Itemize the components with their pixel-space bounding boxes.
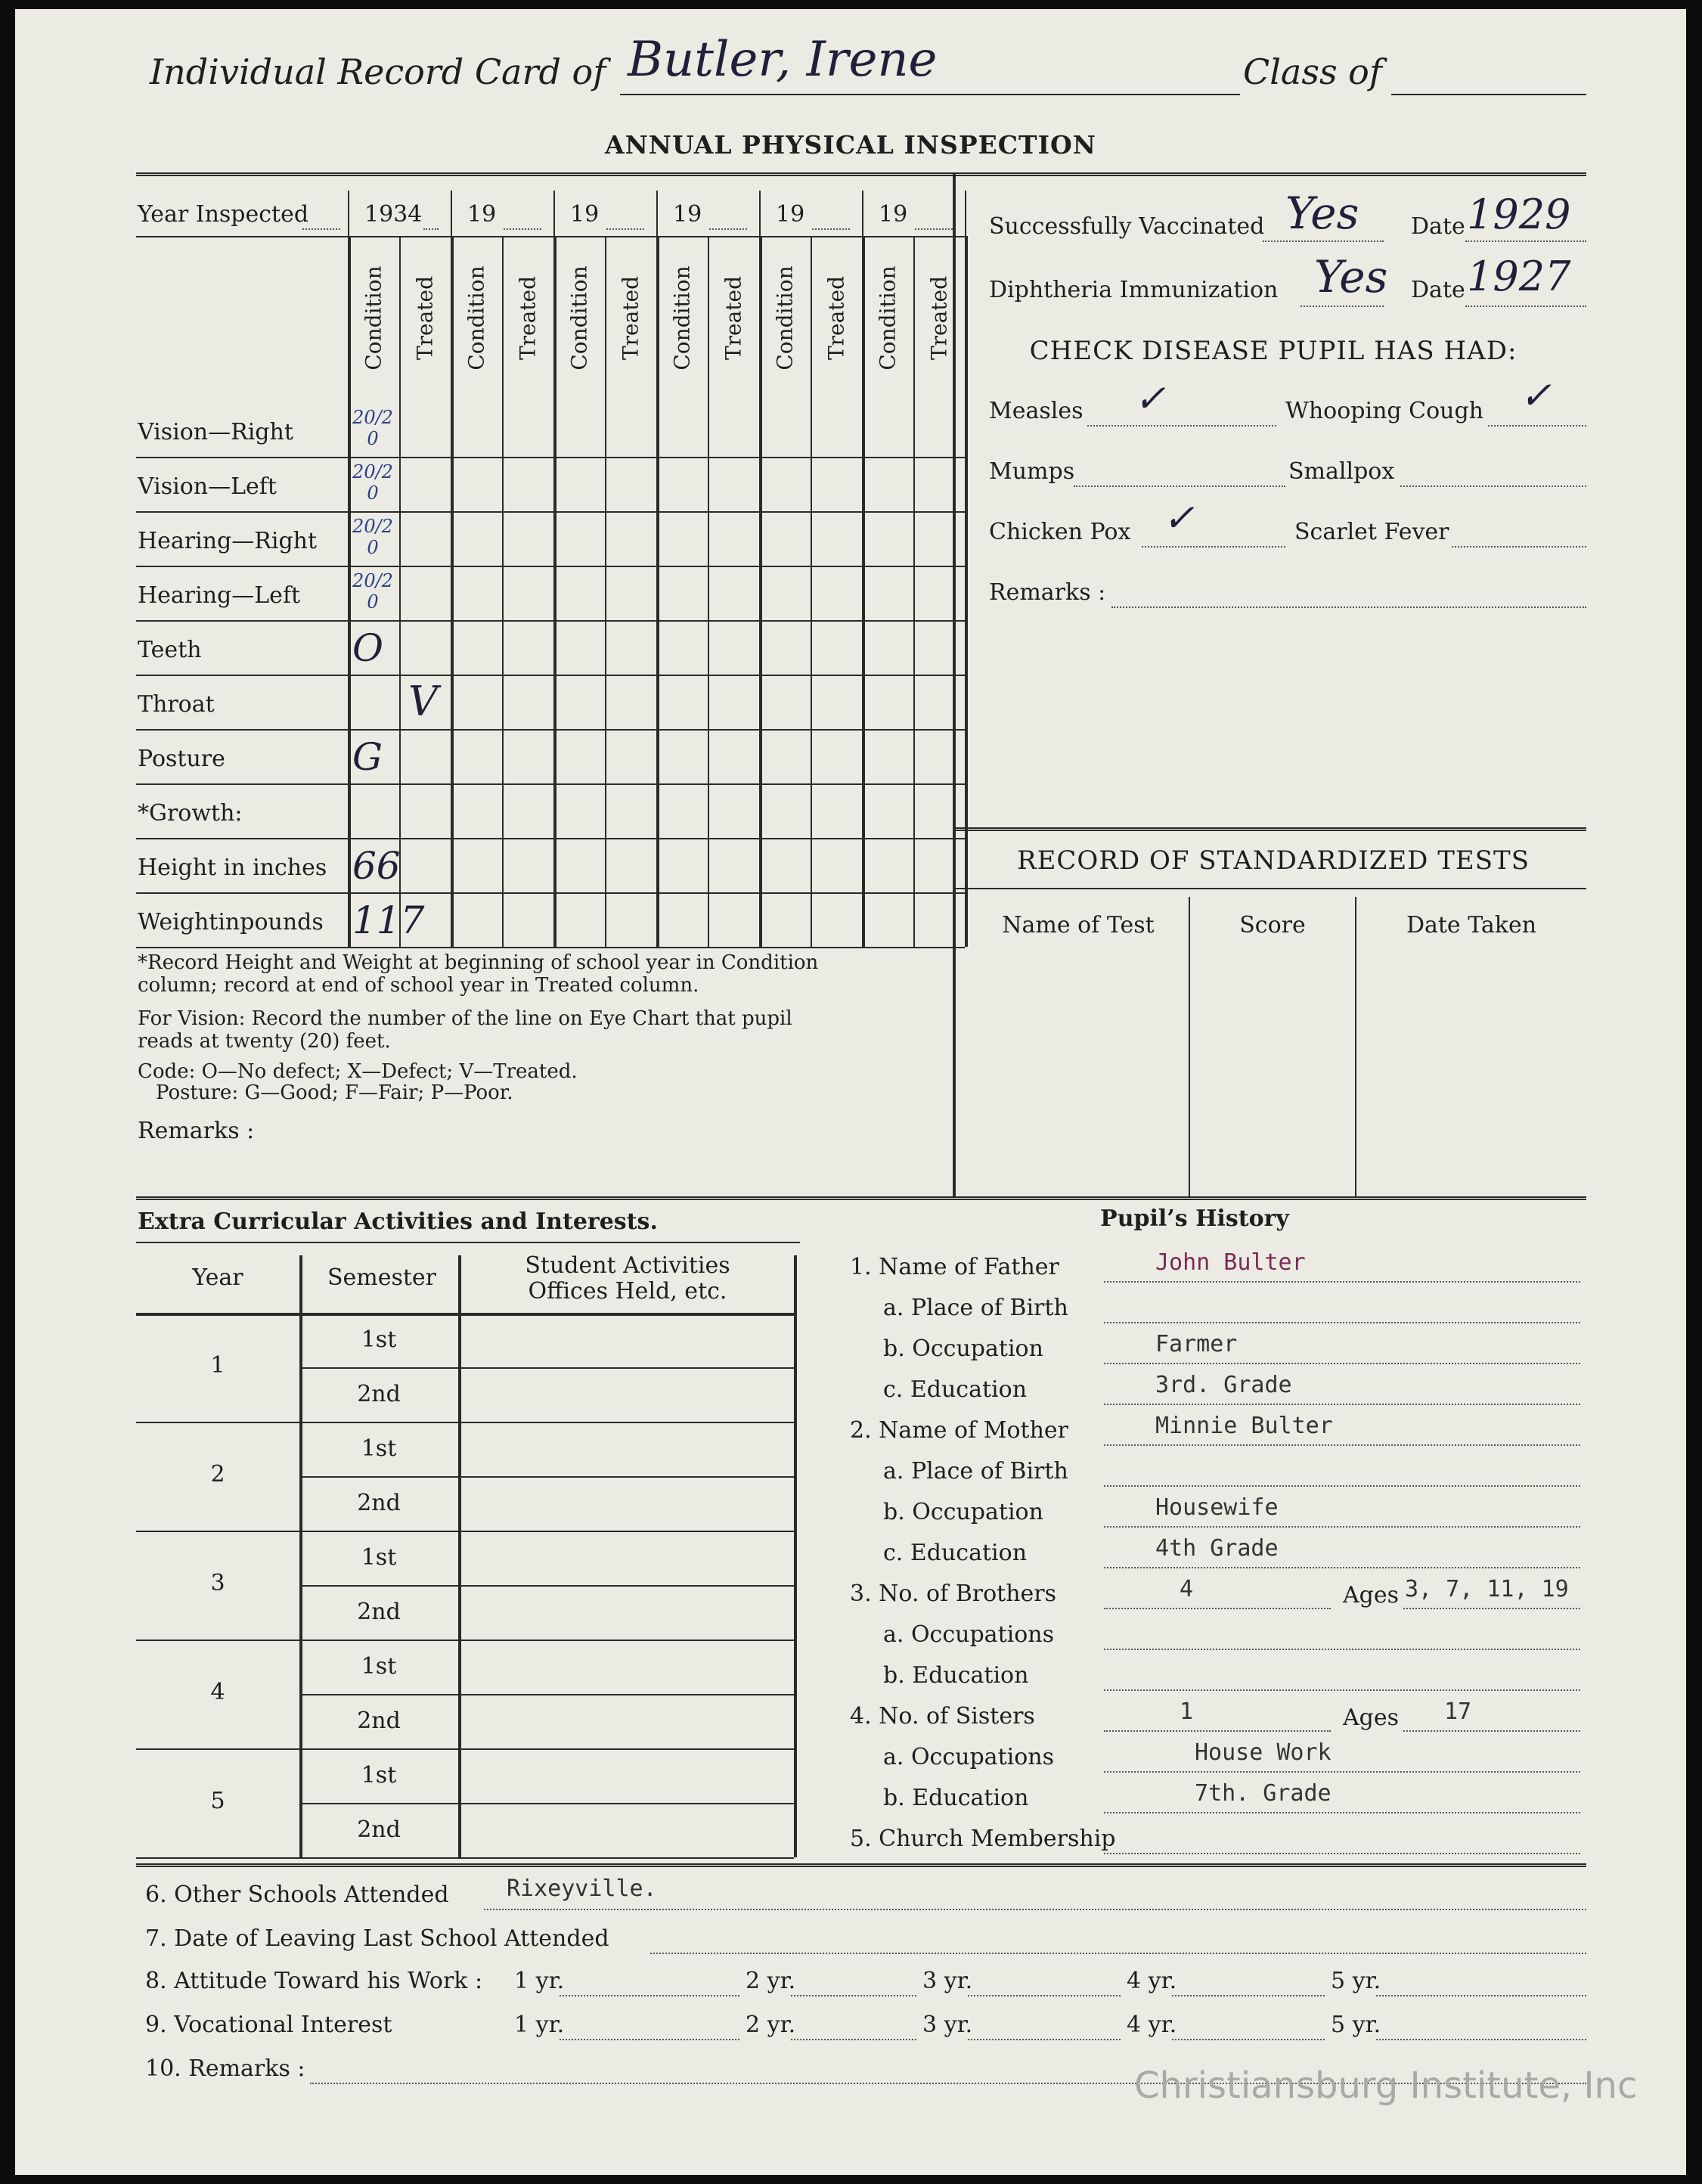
diphtheria-value: Yes xyxy=(1314,251,1388,302)
history-dots xyxy=(1104,1812,1580,1813)
vocational-yr3-dots xyxy=(968,2039,1121,2040)
col-treated-label: Treated xyxy=(721,275,746,361)
tests-heading: RECORD OF STANDARDIZED TESTS xyxy=(1016,845,1530,876)
tests-top-rule xyxy=(953,827,1586,831)
whooping-label: Whooping Cough xyxy=(1285,398,1484,424)
other-schools-label: 6. Other Schools Attended xyxy=(145,1882,449,1908)
inspection-row-line-6 xyxy=(136,729,965,731)
inspection-col-line-7 xyxy=(708,236,709,947)
smallpox-label: Smallpox xyxy=(1288,458,1395,485)
activities-col-act-2: Offices Held, etc. xyxy=(528,1278,727,1305)
history-label-mother-edu: c. Education xyxy=(883,1540,1028,1566)
vocational-yr5-dots xyxy=(1376,2039,1586,2040)
mumps-label: Mumps xyxy=(989,458,1075,485)
inspection-row-label: Posture xyxy=(138,746,225,772)
attitude-yr3-dots xyxy=(968,1995,1121,1996)
year-cell-3: 19 xyxy=(673,201,702,228)
history-dots xyxy=(1104,1608,1331,1609)
inspection-col-line-2 xyxy=(451,236,454,947)
inspection-row-label: Teeth xyxy=(138,637,202,663)
vaccinated-dots xyxy=(1263,240,1384,242)
inspection-col-line-3 xyxy=(502,236,504,947)
history-heading: Pupil’s History xyxy=(1100,1205,1289,1232)
vocational-yr2-dots xyxy=(791,2039,916,2040)
measles-dots xyxy=(1087,425,1276,427)
col-treated-label: Treated xyxy=(823,275,849,361)
vocational-label: 9. Vocational Interest xyxy=(145,2012,392,2038)
inspection-row-line-5 xyxy=(136,675,965,676)
act-sem2-label: 2nd xyxy=(357,1381,401,1407)
act-sem1-label: 1st xyxy=(361,1653,397,1680)
history-label-sisters-label: 4. No. of Sisters xyxy=(850,1703,1035,1730)
bottom-remarks-label: 10. Remarks : xyxy=(145,2055,305,2082)
inspection-bottom-line xyxy=(136,947,965,948)
top-rule xyxy=(136,172,1586,176)
act-line-semester xyxy=(458,1255,461,1857)
inspection-row-line-2 xyxy=(136,511,965,513)
tests-col-date: Date Taken xyxy=(1406,912,1537,938)
inspection-col-line-4 xyxy=(553,236,556,947)
history-label-mother-occ: b. Occupation xyxy=(883,1499,1043,1525)
act-year-line xyxy=(136,1422,794,1423)
whooping-check: ✓ xyxy=(1520,374,1552,417)
col-treated-label: Treated xyxy=(515,275,541,361)
vocational-yr2-label: 2 yr. xyxy=(746,2012,796,2038)
vocational-yr4-dots xyxy=(1172,2039,1325,2040)
note-line-2: column; record at end of school year in Treated column. xyxy=(138,974,699,997)
history-label-brothers-occ: a. Occupations xyxy=(883,1621,1054,1648)
diphtheria-label: Diphtheria Immunization xyxy=(989,277,1279,303)
col-condition-label: Condition xyxy=(566,265,592,371)
tests-divider-2 xyxy=(1355,897,1356,1198)
date-leaving-label: 7. Date of Leaving Last School Attended xyxy=(145,1925,609,1952)
vocational-yr1-dots xyxy=(560,2039,739,2040)
tests-col-score: Score xyxy=(1239,912,1306,938)
inspection-col-line-12 xyxy=(965,236,968,947)
attitude-yr2-dots xyxy=(791,1995,916,1996)
col-condition-label: Condition xyxy=(463,265,489,371)
inspection-col-line-6 xyxy=(656,236,659,947)
inspection-remarks-label: Remarks : xyxy=(138,1118,255,1144)
inspection-col-line-11 xyxy=(913,236,915,947)
inspection-row-label: Hearing—Left xyxy=(138,582,301,609)
inspection-row-line-8 xyxy=(136,838,965,839)
watermark: Christiansburg Institute, Inc xyxy=(1134,2065,1638,2107)
record-card xyxy=(15,9,1686,2175)
scarlet-label: Scarlet Fever xyxy=(1294,519,1449,545)
history-dots xyxy=(1104,1404,1580,1405)
center-divider xyxy=(953,172,956,1198)
col-condition-label: Condition xyxy=(772,265,798,371)
act-sem1-label: 1st xyxy=(361,1762,397,1788)
inspection-condition-value: G xyxy=(352,735,383,779)
history-ages-value: 17 xyxy=(1444,1698,1472,1725)
history-label-sisters-occ: a. Occupations xyxy=(883,1744,1054,1770)
inspection-row-label: Weightinpounds xyxy=(138,909,324,935)
history-dots xyxy=(1104,1322,1580,1323)
inspection-row-line-7 xyxy=(136,783,965,785)
col-treated-label: Treated xyxy=(926,275,952,361)
activities-col-semester: Semester xyxy=(327,1264,437,1291)
act-header-line xyxy=(136,1313,794,1316)
act-year-line xyxy=(136,1857,794,1859)
history-dots xyxy=(1104,1526,1580,1528)
act-year-line xyxy=(136,1640,794,1641)
history-dots xyxy=(1104,1649,1580,1650)
inspection-row-label: Height in inches xyxy=(138,855,327,881)
act-year-label: 1 xyxy=(210,1352,225,1379)
history-dots xyxy=(1104,1485,1580,1487)
col-treated-label: Treated xyxy=(618,275,643,361)
year-cell-1: 19 xyxy=(467,201,497,228)
attitude-yr1-dots xyxy=(560,1995,739,1996)
attitude-yr5-label: 5 yr. xyxy=(1331,1968,1381,1994)
act-line-right xyxy=(794,1255,797,1857)
inspection-condition-value: 66 xyxy=(352,844,401,888)
inspection-row-label: Throat xyxy=(138,691,215,718)
history-label-father-occ: b. Occupation xyxy=(883,1336,1043,1362)
inspection-condition-value: 117 xyxy=(352,898,425,942)
act-sem1-label: 1st xyxy=(361,1544,397,1571)
history-dots xyxy=(1104,1444,1580,1446)
inspection-col-line-8 xyxy=(759,236,762,947)
history-label-brothers-edu: b. Education xyxy=(883,1662,1029,1689)
history-label-brothers-label: 3. No. of Brothers xyxy=(850,1581,1057,1607)
section-subtitle: ANNUAL PHYSICAL INSPECTION xyxy=(605,130,1096,160)
history-value-father-edu-value: 3rd. Grade xyxy=(1155,1372,1292,1398)
inspection-row-label: Vision—Right xyxy=(138,419,293,445)
vocational-yr1-label: 1 yr. xyxy=(514,2012,565,2038)
attitude-yr3-label: 3 yr. xyxy=(922,1968,973,1994)
attitude-yr4-dots xyxy=(1172,1995,1325,1996)
year-divider-2 xyxy=(656,191,658,236)
year-divider-3 xyxy=(759,191,761,236)
act-year-label: 2 xyxy=(210,1461,225,1488)
card-title: Individual Record Card of xyxy=(150,51,606,92)
history-value-mother-occ-value: Housewife xyxy=(1155,1494,1279,1521)
history-value-mother-edu-value: 4th Grade xyxy=(1155,1535,1279,1562)
year-divider-4 xyxy=(862,191,863,236)
rows-top xyxy=(136,402,965,404)
activities-col-act-1: Student Activities xyxy=(525,1252,730,1279)
vaccinated-value: Yes xyxy=(1285,188,1359,239)
other-schools-value: Rixeyville. xyxy=(507,1875,657,1902)
act-sem-line xyxy=(299,1476,794,1478)
tests-col-name: Name of Test xyxy=(1002,912,1155,938)
vocational-yr3-label: 3 yr. xyxy=(922,2012,973,2038)
activities-heading-rule xyxy=(136,1242,800,1243)
chickenpox-dots xyxy=(1142,546,1285,548)
history-label-church: 5. Church Membership xyxy=(850,1826,1116,1852)
col-condition-label: Condition xyxy=(875,265,901,371)
history-ages-label: Ages xyxy=(1343,1705,1400,1731)
history-value-father-occ-value: Farmer xyxy=(1155,1331,1238,1357)
year-divider-5 xyxy=(965,191,966,236)
year-inspected-label: Year Inspected xyxy=(138,201,309,228)
history-ages-value: 3, 7, 11, 19 xyxy=(1405,1576,1569,1602)
history-value-sisters-edu-value: 7th. Grade xyxy=(1195,1780,1332,1807)
act-sem2-label: 2nd xyxy=(357,1599,401,1625)
year-cell-4: 19 xyxy=(776,201,805,228)
history-value-brothers-value: 4 xyxy=(1180,1576,1194,1602)
attitude-label: 8. Attitude Toward his Work : xyxy=(145,1968,483,1994)
attitude-yr1-label: 1 yr. xyxy=(514,1968,565,1994)
vaccinated-date: 1929 xyxy=(1467,191,1571,238)
history-value-mother-value: Minnie Bulter xyxy=(1155,1413,1333,1439)
note-line-6: Posture: G—Good; F—Fair; P—Poor. xyxy=(156,1081,513,1104)
inspection-condition-value: 20/20 xyxy=(352,570,393,613)
scarlet-dots xyxy=(1452,546,1586,548)
measles-check: ✓ xyxy=(1134,377,1166,420)
smallpox-dots xyxy=(1400,486,1586,487)
history-value-sisters-value: 1 xyxy=(1180,1698,1194,1725)
inspection-row-line-9 xyxy=(136,892,965,894)
note-line-3: For Vision: Record the number of the line on Eye Chart that pupil xyxy=(138,1007,792,1030)
note-line-5: Code: O—No defect; X—Defect; V—Treated. xyxy=(138,1060,578,1083)
inspection-row-label: Vision—Left xyxy=(138,473,277,500)
history-dots xyxy=(1104,1730,1331,1732)
year-cell-5: 19 xyxy=(879,201,908,228)
inspection-col-line-1 xyxy=(399,236,401,947)
inspection-row-line-4 xyxy=(136,620,965,622)
measles-label: Measles xyxy=(989,398,1084,424)
diphtheria-date-dots xyxy=(1465,306,1586,307)
diphtheria-date-label: Date xyxy=(1411,277,1465,303)
chickenpox-label: Chicken Pox xyxy=(989,519,1131,545)
history-label-father-edu: c. Education xyxy=(883,1376,1028,1403)
note-line-4: reads at twenty (20) feet. xyxy=(138,1030,391,1053)
act-year-line xyxy=(136,1748,794,1750)
act-sem2-label: 2nd xyxy=(357,1816,401,1843)
year-label-dots xyxy=(302,228,340,230)
history-value-sisters-occ-value: House Work xyxy=(1195,1739,1332,1766)
inspection-condition-value: 20/20 xyxy=(352,516,393,558)
col-treated-label: Treated xyxy=(412,275,438,361)
history-dots xyxy=(1104,1689,1580,1691)
act-year-label: 3 xyxy=(210,1570,225,1596)
activities-heading: Extra Curricular Activities and Interests. xyxy=(138,1208,658,1235)
date-leaving-dots xyxy=(650,1953,1586,1954)
year-cell-2: 19 xyxy=(570,201,600,228)
col-condition-label: Condition xyxy=(361,265,386,371)
vocational-yr4-label: 4 yr. xyxy=(1127,2012,1177,2038)
history-label-father-label: 1. Name of Father xyxy=(850,1254,1059,1280)
attitude-yr5-dots xyxy=(1376,1995,1586,1996)
class-of-label: Class of xyxy=(1243,51,1382,92)
history-value-father-value: John Bulter xyxy=(1155,1249,1306,1276)
act-sem1-label: 1st xyxy=(361,1326,397,1353)
history-dots xyxy=(1104,1363,1580,1364)
chickenpox-check: ✓ xyxy=(1163,496,1195,540)
history-label-father-birth: a. Place of Birth xyxy=(883,1295,1068,1321)
history-dots xyxy=(1104,1567,1580,1568)
history-ages-label: Ages xyxy=(1343,1582,1400,1609)
inspection-col-line-5 xyxy=(605,236,606,947)
tests-heading-rule xyxy=(953,888,1586,889)
vaccinated-label: Successfully Vaccinated xyxy=(989,213,1265,240)
history-dots xyxy=(1104,1853,1580,1854)
act-sem2-label: 2nd xyxy=(357,1490,401,1516)
year-divider-0 xyxy=(451,191,452,236)
vaccination-remarks-dots xyxy=(1111,606,1586,608)
history-dots xyxy=(1104,1281,1580,1283)
act-year-label: 5 xyxy=(210,1788,225,1814)
attitude-yr4-label: 4 yr. xyxy=(1127,1968,1177,1994)
act-sem-line xyxy=(299,1585,794,1587)
inspection-col-line-10 xyxy=(862,236,865,947)
history-ages-dots xyxy=(1403,1730,1580,1732)
mumps-dots xyxy=(1074,486,1285,487)
history-label-mother-birth: a. Place of Birth xyxy=(883,1458,1068,1484)
act-sem-line xyxy=(299,1803,794,1804)
disease-heading: CHECK DISEASE PUPIL HAS HAD: xyxy=(1029,336,1518,366)
history-label-mother-label: 2. Name of Mother xyxy=(850,1417,1068,1444)
name-underline xyxy=(620,94,1240,95)
inspection-row-line-1 xyxy=(136,457,965,458)
history-label-sisters-edu: b. Education xyxy=(883,1785,1029,1811)
history-dots xyxy=(1104,1771,1580,1773)
note-line-1: *Record Height and Weight at beginning of school year in Condition xyxy=(138,951,819,974)
vaccinated-date-dots xyxy=(1465,240,1586,242)
bottom-section-rule xyxy=(136,1863,1586,1867)
inspection-col-line-9 xyxy=(811,236,812,947)
act-sem1-label: 1st xyxy=(361,1435,397,1462)
act-sem-line xyxy=(299,1694,794,1695)
inspection-condition-value: O xyxy=(352,626,383,670)
pupil-name: Butler, Irene xyxy=(628,32,938,88)
other-schools-dots xyxy=(484,1909,1586,1910)
history-ages-dots xyxy=(1403,1608,1580,1609)
class-of-underline xyxy=(1391,94,1586,95)
act-year-label: 4 xyxy=(210,1679,225,1705)
col-condition-label: Condition xyxy=(669,265,695,371)
tests-divider-1 xyxy=(1189,897,1190,1198)
vocational-yr5-label: 5 yr. xyxy=(1331,2012,1381,2038)
year-cell-0: 1934 xyxy=(364,201,423,228)
inspection-condition-value: 20/20 xyxy=(352,461,393,504)
vaccination-remarks-label: Remarks : xyxy=(989,579,1106,606)
year-divider-1 xyxy=(553,191,555,236)
diphtheria-date: 1927 xyxy=(1467,253,1571,300)
attitude-yr2-label: 2 yr. xyxy=(746,1968,796,1994)
diphtheria-dots xyxy=(1301,306,1384,307)
act-sem2-label: 2nd xyxy=(357,1708,401,1734)
inspection-condition-value: 20/20 xyxy=(352,407,393,449)
middle-rule xyxy=(136,1196,1586,1200)
activities-col-year: Year xyxy=(192,1264,243,1291)
vaccinated-date-label: Date xyxy=(1411,213,1465,240)
inspection-treated-value: V xyxy=(408,678,438,725)
inspection-row-label: Hearing—Right xyxy=(138,528,318,554)
whooping-dots xyxy=(1488,425,1586,427)
inspection-row-label: *Growth: xyxy=(138,800,243,827)
act-year-line xyxy=(136,1531,794,1532)
year-divider-start xyxy=(348,191,349,236)
inspection-row-line-3 xyxy=(136,566,965,567)
act-sem-line xyxy=(299,1367,794,1369)
